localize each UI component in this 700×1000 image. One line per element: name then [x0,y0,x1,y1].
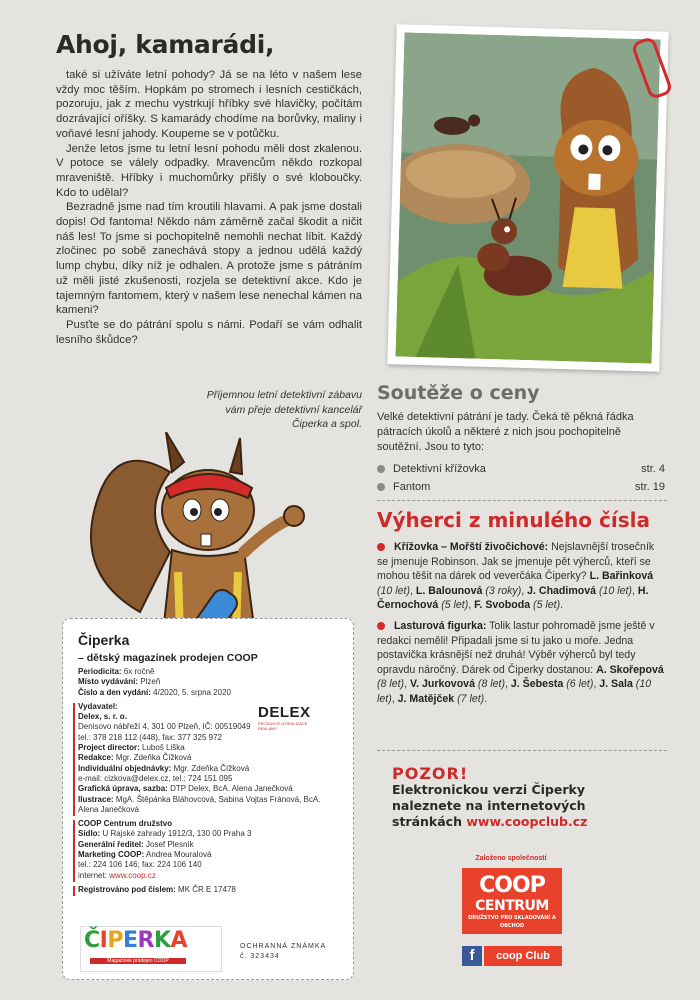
bullet-icon [377,622,385,630]
intro-paragraph: Bezradně jsme nad tím kroutili hlavami. A pak jsme dostali dopis! Od fantoma! Někdo nám záměrně začal škodit a ničit náš les! To jsme si pochopitelně nemohli nechat líbit. Každý zločinec po sobě zanechává stopy a jednou udělá každý lump chybu, díky níž je odhalen. A protože jsme s pátráním už měli jisté zkušenosti, rozjela se detektivní akce. Kdo je tajemným fantomem, který v našem lese nenechal kámen na kameni? [56,201,362,317]
coop-website-link[interactable]: www.coop.cz [109,870,156,880]
contests-title: Soutěže o ceny [377,382,540,404]
imprint-text: Periodicita: 6x ročně Místo vydávání: Plzeň Číslo a den vydání: 4/2020, 5. srpna 2020 Vydavatel: Delex, s. r. o. Denisovo nábřeží 4, 301 00 Plzeň, IČ: 00519049 tel.: 378 218 112 (448), fax: 377 325 972 Project director: Luboš Liška Redakce: Mgr. Zdeňka Čížková Individuální objednávky: Mgr. Zdeňka Čížková e-mail: cizkova@delex.cz, tel.: 724 151 095 Grafická úprava, sazba: DTP Delex, BcA. Alena Janečková Ilustrace: MgA. Štěpánka Bláhovcová, Sabina Vojtas Fránová, BcA. Alena Janečková COOP Centrum družstvo Sídlo: U Rajské zahrady 1912/3, 130 00 Praha 3 Generální ředitel: Josef Plesník Marketing COOP: Andrea Mouralová tel.: 224 106 146; fax: 224 106 140 internet: www.coop.cz Registrováno pod číslem: MK ČR E 17478 [78,667,338,899]
winners-list [377,540,667,713]
facebook-icon[interactable]: f [462,946,482,966]
coop-club-logo[interactable]: coop Club [484,946,562,966]
ciperka-logo-subtitle: Magazínek prodejen COOP [90,958,186,964]
intro-paragraph: Jenže letos jsme tu letní lesní pohodu měli dost zkalenou. V potoce se válely odpadky. Mravencům někdo rozkopal mraveniště. Hříbky i muchomůrky přišly o své kloboučky. Kdo to udělal? [56,142,362,199]
winners-crossword: Křížovka – Mořští živočichové: Nejslavnější trosečník se jmenuje Robinson. Jak se jmenuje pět výherců, kteří se mohou těšit na dárek od veverčáka Čiperky? L. Bařinková (10 let), L. Balounová (3 roky), J. Chadimová (10 let), H. Černochová (5 let), F. Svoboda (5 let). [377,541,655,612]
winners-title: Výherci z minulého čísla [377,508,650,532]
imprint-subtitle: – dětský magazínek prodejen COOP [78,652,258,664]
notice-title: POZOR! [392,764,469,783]
divider [377,750,667,751]
list-item: Detektivní křížovka str. 4 [377,460,665,478]
contests-list [377,460,665,496]
list-item: Fantom str. 19 [377,478,665,496]
sponsor-caption: Založeno společností [475,855,547,862]
intro-text [56,68,362,347]
signoff: Příjemnou letní detektivní zábavu vám přeje detektivní kancelář Čiperka a spol. [206,389,362,430]
divider [377,500,667,501]
forest-illustration [387,24,668,371]
coop-logo: COOP CENTRUM DRUŽSTVO PRO SKLADOVÁNÍ A OBCHOD [462,868,562,934]
bullet-icon [377,483,385,491]
contests-text: Velké detektivní pátrání je tady. Čeká tě pěkná řádka pátracích úkolů a některé z nich jsou pochopitelně soutěžní. Jsou to tyto: [377,411,634,453]
page-title: Ahoj, kamarádi, [56,30,275,59]
social-bar [462,946,562,966]
imprint-title: Čiperka [78,632,130,648]
winners-figure: Lasturová figurka: Tolik lastur pohromadě jsme ještě v redakci neměli! Připadali jsme si tu jako u moře. Jedna postavička krásnější než druhá! Výběr výherců byl tedy opravdu náročný. Dárek od Čiperky dostanou: A. Skořepová (8 let), V. Jurkovová (8 let), J. Šebesta (6 let), J. Sala (10 let), J. Matějček (7 let). [377,619,664,705]
intro-paragraph: Pusťte se do pátrání spolu s námi. Podaří se vám odhalit lesního škůdce? [56,318,362,346]
bullet-icon [377,465,385,473]
squirrel-ant-picture [396,32,661,363]
trademark: OCHRANNÁ ZNÁMKA č. 323434 [240,943,327,960]
intro-paragraph: také si užíváte letní pohody? Já se na léto v našem lese vždy moc těším. Hopkám po stromech i lesních cestičkách, pozoruju, jak z mechu vystrkují hříbky své hlavičky, počítám dozrávající oříšky. S kamarády chodíme na borůvky, maliny i voňavé lesní jahody. Koupeme se v potůčku. [56,69,362,140]
ciperka-logo-text: ČIPERKA [84,928,188,953]
bullet-icon [377,543,385,551]
delex-logo: DELEX PRODUKCE A REALIZACE REKLAMY [258,704,311,731]
notice-text: Elektronickou verzi Čiperky naleznete na internetových stránkách www.coopclub.cz [392,782,588,829]
website-link[interactable]: www.coopclub.cz [466,814,588,829]
